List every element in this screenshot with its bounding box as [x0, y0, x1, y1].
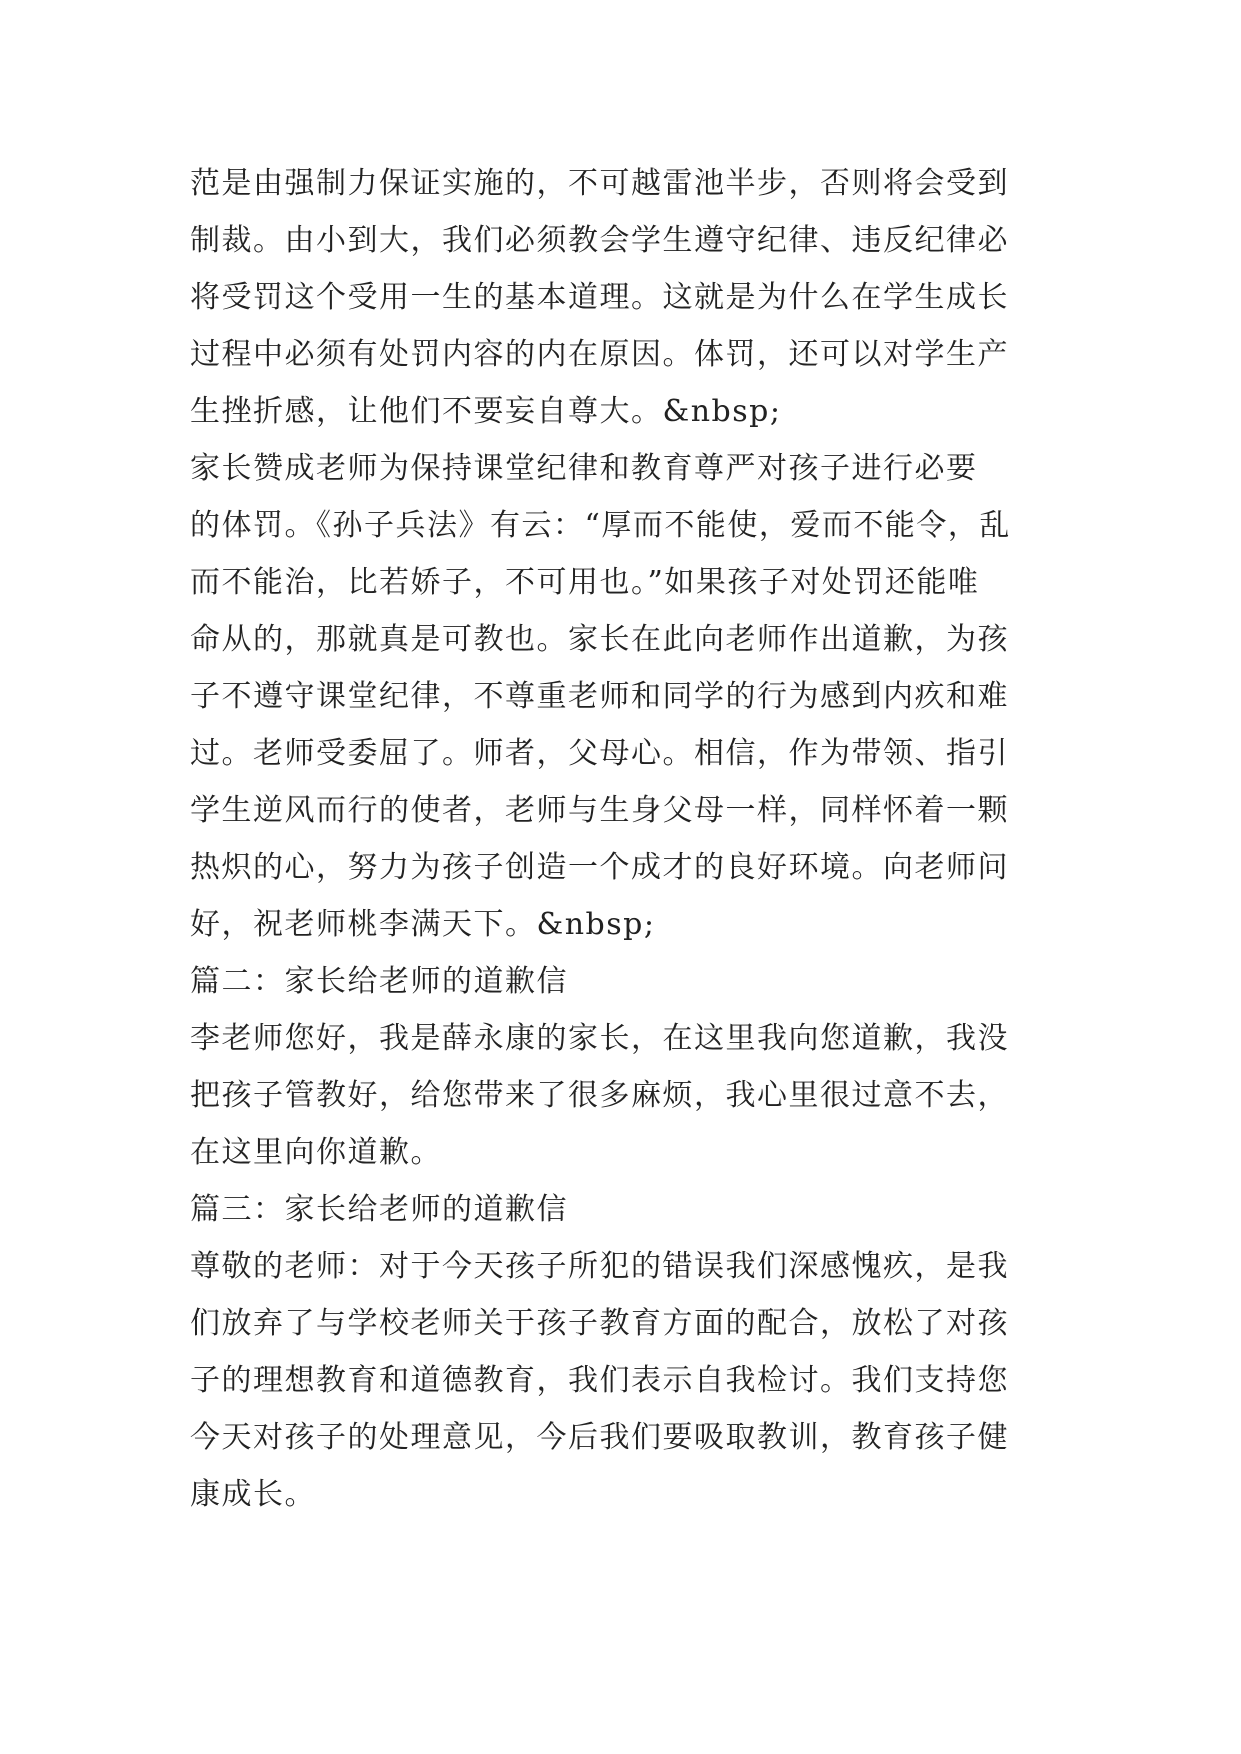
text-line: 过程中必须有处罚内容的内在原因。体罚，还可以对学生产: [190, 337, 1009, 372]
text-line: 李老师您好，我是薛永康的家长，在这里我向您道歉，我没: [190, 1021, 1009, 1056]
text-line: 的体罚。《孙子兵法》有云：“厚而不能使，爱而不能令，乱: [190, 508, 1011, 543]
text-line: 康成长。: [190, 1477, 316, 1512]
text-line: 好，祝老师桃李满天下。&nbsp;: [190, 907, 656, 942]
text-line: 在这里向你道歉。: [190, 1135, 442, 1170]
text-line: 们放弃了与学校老师关于孩子教育方面的配合，放松了对孩: [190, 1306, 1009, 1341]
text-line: 将受罚这个受用一生的基本道理。这就是为什么在学生成长: [190, 280, 1009, 315]
text-line: 范是由强制力保证实施的，不可越雷池半步，否则将会受到: [190, 166, 1009, 201]
text-line: 子的理想教育和道德教育，我们表示自我检讨。我们支持您: [190, 1363, 1009, 1398]
text-line: 生挫折感，让他们不要妄自尊大。&nbsp;: [190, 394, 782, 429]
text-line: 家长赞成老师为保持课堂纪律和教育尊严对孩子进行必要: [190, 451, 978, 486]
section-heading: 篇二：家长给老师的道歉信: [190, 964, 568, 999]
text-line: 尊敬的老师：对于今天孩子所犯的错误我们深感愧疚，是我: [190, 1249, 1009, 1284]
text-line: 过。老师受委屈了。师者，父母心。相信，作为带领、指引: [190, 736, 1009, 771]
text-line: 制裁。由小到大，我们必须教会学生遵守纪律、违反纪律必: [190, 223, 1009, 258]
text-line: 命从的，那就真是可教也。家长在此向老师作出道歉，为孩: [190, 622, 1009, 657]
text-line: 热炽的心，努力为孩子创造一个成才的良好环境。向老师问: [190, 850, 1009, 885]
text-line: 学生逆风而行的使者，老师与生身父母一样，同样怀着一颗: [190, 793, 1009, 828]
text-line: 把孩子管教好，给您带来了很多麻烦，我心里很过意不去，: [190, 1078, 1009, 1113]
text-line: 而不能治，比若娇子，不可用也。”如果孩子对处罚还能唯: [190, 565, 980, 600]
text-line: 子不遵守课堂纪律，不尊重老师和同学的行为感到内疚和难: [190, 679, 1009, 714]
section-heading: 篇三：家长给老师的道歉信: [190, 1192, 568, 1227]
text-line: 今天对孩子的处理意见，今后我们要吸取教训，教育孩子健: [190, 1420, 1009, 1455]
